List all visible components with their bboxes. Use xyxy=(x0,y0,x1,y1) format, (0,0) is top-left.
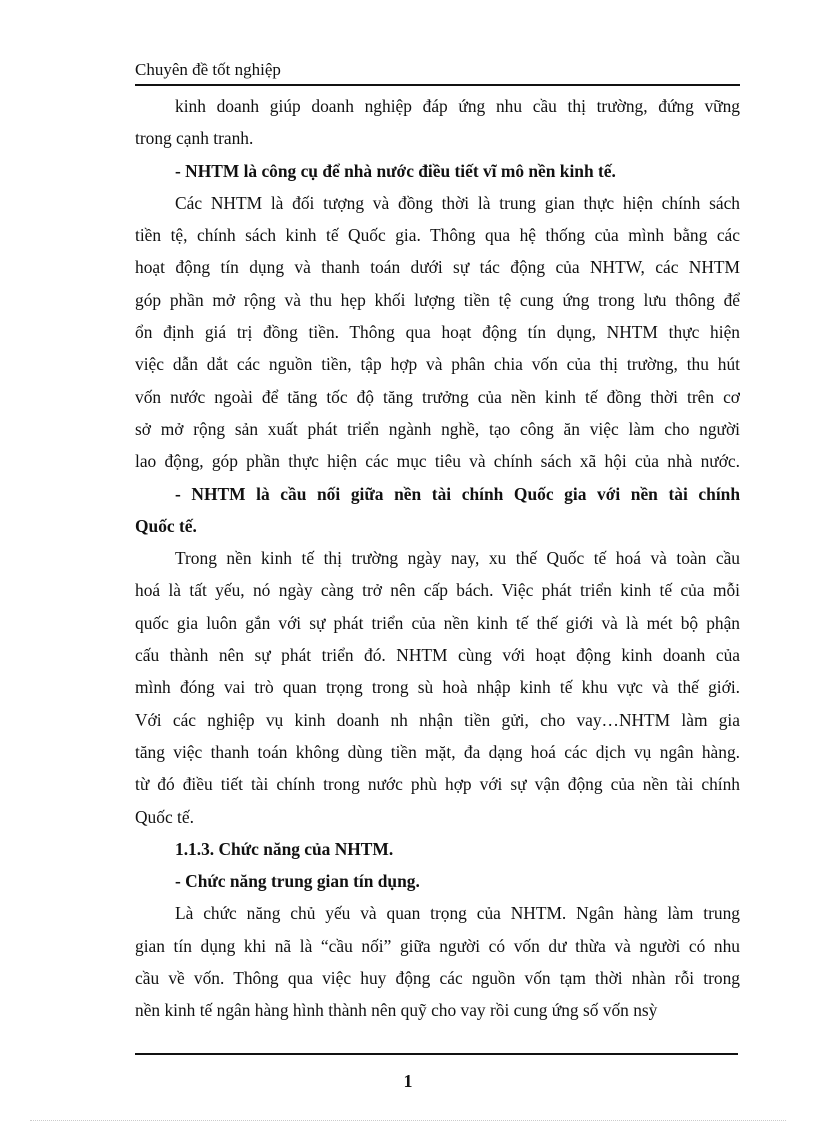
text-line: mình đóng vai trò quan trọng trong sù hoà nhập kinh tế khu vực và thế giới. xyxy=(135,677,740,698)
text-line: quốc gia luôn gắn với sự phát triển của nền kinh tế thế giới và là mét bộ phận xyxy=(135,612,740,633)
text-line: - NHTM là cầu nối giữa nền tài chính Quốc gia với nền tài chính xyxy=(175,483,740,504)
text-line: Với các nghiệp vụ kinh doanh nh nhận tiền gửi, cho vay…NHTM làm gia xyxy=(135,709,740,730)
header-title: Chuyên đề tốt nghiệp xyxy=(135,60,281,79)
text-line: 1.1.3. Chức năng của NHTM. xyxy=(175,838,394,859)
text-line: nền kinh tế ngân hàng hình thành nên quỹ cho vay rồi cung ứng số vốn nsỳ xyxy=(135,1000,658,1021)
text-line: ổn định giá trị đồng tiền. Thông qua hoạt động tín dụng, NHTM thực hiện xyxy=(135,322,740,343)
text-line: tăng việc thanh toán không dùng tiền mặt, đa dạng hoá các dịch vụ ngân hàng. xyxy=(135,741,740,762)
page-header xyxy=(135,58,740,86)
footer-rule xyxy=(135,1053,738,1055)
text-line: Quốc tế. xyxy=(135,515,197,536)
text-line: Là chức năng chủ yếu và quan trọng của NHTM. Ngân hàng làm trung xyxy=(175,903,740,924)
text-line: vốn nước ngoài để tăng tốc độ tăng trưởng của nền kinh tế đồng thời trên cơ xyxy=(135,386,740,407)
text-line: hoạt động tín dụng và thanh toán dưới sự tác động của NHTW, các NHTM xyxy=(135,257,740,278)
text-line: cầu về vốn. Thông qua việc huy động các nguồn vốn tạm thời nhàn rỗi trong xyxy=(135,968,740,989)
body-text xyxy=(135,90,740,1027)
text-line: Trong nền kinh tế thị trường ngày nay, xu thế Quốc tế hoá và toàn cầu xyxy=(175,548,740,569)
text-line: việc dẫn dắt các nguồn tiền, tập hợp và phân chia vốn của thị trường, thu hút xyxy=(135,354,740,375)
text-line: gian tín dụng khi nã là “cầu nối” giữa người có vốn dư thừa và người có nhu xyxy=(135,935,740,956)
text-line: kinh doanh giúp doanh nghiệp đáp ứng nhu cầu thị trường, đứng vững xyxy=(175,96,740,116)
text-line: sở mở rộng sản xuất phát triển ngành nghề, tạo công ăn việc làm cho người xyxy=(135,418,740,439)
text-line: tiền tệ, chính sách kinh tế Quốc gia. Thông qua hệ thống của mình bằng các xyxy=(135,225,740,246)
text-line: hoá là tất yếu, nó ngày càng trở nên cấp bách. Việc phát triển kinh tế của mỗi xyxy=(135,580,740,601)
page-number: 1 xyxy=(403,1071,413,1091)
text-line: - NHTM là công cụ để nhà nước điều tiết vĩ mô nền kinh tế. xyxy=(175,160,616,181)
text-line: - Chức năng trung gian tín dụng. xyxy=(175,871,420,892)
text-line: trong cạnh tranh. xyxy=(135,128,254,149)
text-line: cấu thành nên sự phát triển đó. NHTM cùng với hoạt động kinh doanh của xyxy=(135,645,740,666)
text-line: Các NHTM là đối tượng và đồng thời là trung gian thực hiện chính sách xyxy=(175,192,740,213)
page-edge xyxy=(30,1120,786,1121)
text-line: lao động, góp phần thực hiện các mục tiêu và chính sách xã hội của nhà nước. xyxy=(135,451,740,472)
text-line: góp phần mở rộng và thu hẹp khối lượng tiền tệ cung ứng trong lưu thông để xyxy=(135,289,740,310)
text-line: từ đó điều tiết tài chính trong nước phù hợp với sự vận động của nền tài chính xyxy=(135,774,740,795)
text-line: Quốc tế. xyxy=(135,806,194,827)
